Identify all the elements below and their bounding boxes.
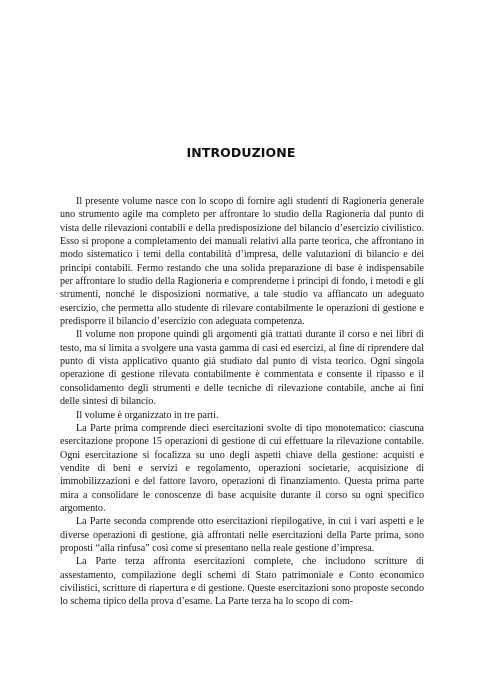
paragraph-purpose: Il presente volume nasce con lo scopo di fornire agli studenti di Ragioneria generale uno strumento agile ma completo per affrontare lo studio della Ragioneria dal punto di vista delle rilevazioni contabili e della predisposizione del bilancio d’esercizio civilistico. Esso si propone a completamento dei manuali relativi alla parte teorica, che affrontano in modo sistematico i temi della contabilità d’impresa, delle valutazioni di bilancio e dei principi contabili. Fermo restando che una solida preparazione di base è indispensabile per affrontare lo studio della Ragioneria e comprenderne i principi di fondo, i metodi e gli strumenti, nonché le disposizioni normative, a tale studio va affiancato un adeguato esercizio, che permetta allo studente di rilevare contabilmente le operazioni di gestione e predisporre il bilancio d’esercizio con adeguata competenza. <box>60 196 424 328</box>
paragraph-part-one: La Parte prima comprende dieci esercitazioni svolte di tipo monotematico: ciascuna esercitazione propone 15 operazioni di gestione di cui effettuare la rilevazione contabile. Ogni esercitazione si focalizza su uno degli aspetti chiave della gestione: acquisti e vendite di beni e servizi e regolamento, operazioni societarie, acquisizione di immobilizzazioni e del fattore lavoro, operazioni di finanziamento. Questa prima parte mira a consolidare le conoscenze di base acquisite durante il corso su ogni specifico argomento. <box>60 422 424 514</box>
paragraph-part-two: La Parte seconda comprende otto esercitazioni riepilogative, in cui i vari aspetti e le diverse operazioni di gestione, già affrontati nelle esercitazioni della Parte prima, sono proposti “alla rinfusa” così come si presentano nella reale gestione d’impresa. <box>60 516 424 554</box>
paragraph-part-three: La Parte terza affronta esercitazioni complete, che includono scritture di assestamento, compilazione degli schemi di Stato patrimoniale e Conto economico civilistici, scritture di riapertura e di gestione. Queste esercitazioni sono proposte secondo lo schema tipico della prova d’esame. La Parte terza ha lo scopo di com- <box>60 556 424 608</box>
paragraph-structure: Il volume è organizzato in tre parti. <box>76 409 219 421</box>
chapter-title: INTRODUZIONE <box>186 145 296 160</box>
body-text <box>60 195 424 609</box>
paragraph-approach: Il volume non propone quindi gli argomenti già trattati durante il corso e nei libri di testo, ma si limita a svolgere una vasta gamma di casi ed esercizi, al fine di riprendere dal punto di vista applicativo quanto già studiato dal punto di vista teorico. Ogni singola operazione di gestione rilevata contabilmente è commentata e consente il ripasso e il consolidamento degli strumenti e delle tecniche di rilevazione contabile, anche ai fini delle sintesi di bilancio. <box>60 329 424 408</box>
